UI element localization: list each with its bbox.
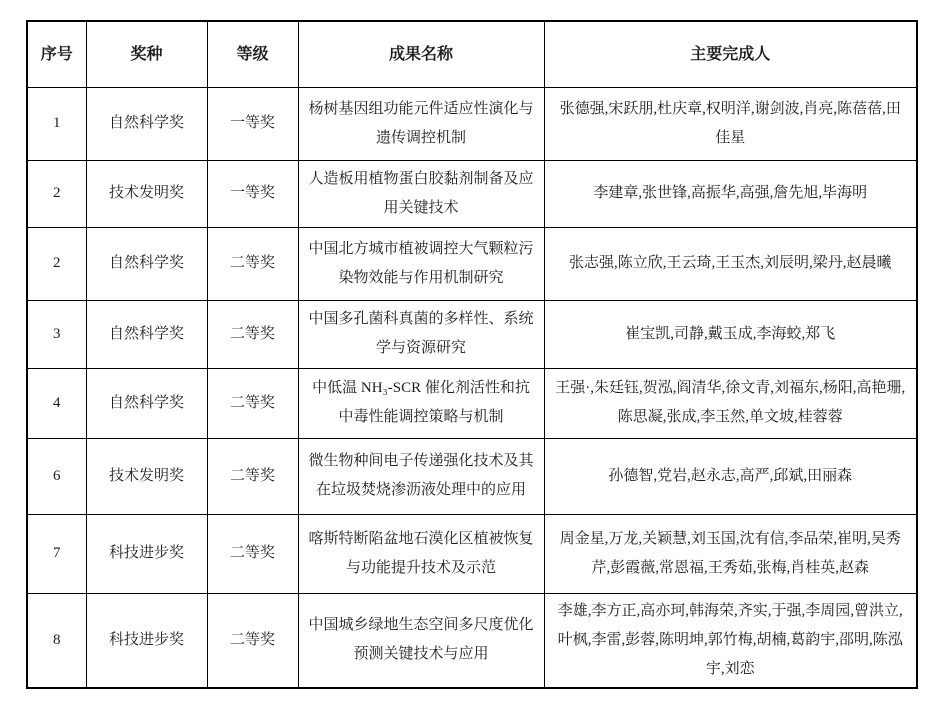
cell-achievement-name: 中国北方城市植被调控大气颗粒污染物效能与作用机制研究 [298, 227, 544, 300]
table-row [27, 438, 917, 514]
table-row [27, 368, 917, 438]
header-award-type: 奖种 [86, 21, 207, 87]
cell-award-type: 自然科学奖 [86, 227, 207, 300]
cell-level: 一等奖 [207, 87, 298, 160]
awards-table [26, 20, 918, 689]
cell-achievement-name: 微生物种间电子传递强化技术及其在垃圾焚烧渗沥液处理中的应用 [298, 438, 544, 514]
cell-seq: 8 [27, 593, 86, 688]
cell-main-contributors: 周金星,万龙,关颖慧,刘玉国,沈有信,李品荣,崔明,吴秀芹,彭霞薇,常恩福,王秀茹,张梅,肖桂英,赵森 [544, 514, 917, 593]
header-main-contributors: 主要完成人 [544, 21, 917, 87]
cell-seq: 7 [27, 514, 86, 593]
cell-achievement-name: 人造板用植物蛋白胶黏剂制备及应用关键技术 [298, 160, 544, 227]
cell-level: 二等奖 [207, 593, 298, 688]
table-row [27, 160, 917, 227]
cell-level: 一等奖 [207, 160, 298, 227]
cell-seq: 2 [27, 227, 86, 300]
header-seq: 序号 [27, 21, 86, 87]
cell-achievement-name: 杨树基因组功能元件适应性演化与遗传调控机制 [298, 87, 544, 160]
cell-main-contributors: 张志强,陈立欣,王云琦,王玉杰,刘辰明,梁丹,赵晨曦 [544, 227, 917, 300]
cell-main-contributors: 崔宝凯,司静,戴玉成,李海蛟,郑飞 [544, 300, 917, 368]
cell-main-contributors: 李雄,李方正,高亦珂,韩海荣,齐实,于强,李周园,曾洪立,叶枫,李雷,彭蓉,陈明坤,郭竹梅,胡楠,葛韵宇,邵明,陈泓宇,刘恋 [544, 593, 917, 688]
header-level: 等级 [207, 21, 298, 87]
cell-level: 二等奖 [207, 227, 298, 300]
awards-table-container [26, 20, 918, 689]
cell-seq: 6 [27, 438, 86, 514]
cell-level: 二等奖 [207, 514, 298, 593]
cell-seq: 4 [27, 368, 86, 438]
cell-seq: 2 [27, 160, 86, 227]
cell-level: 二等奖 [207, 438, 298, 514]
table-row [27, 593, 917, 688]
cell-award-type: 科技进步奖 [86, 514, 207, 593]
cell-achievement-name: 中国城乡绿地生态空间多尺度优化预测关键技术与应用 [298, 593, 544, 688]
cell-achievement-name: 喀斯特断陷盆地石漠化区植被恢复与功能提升技术及示范 [298, 514, 544, 593]
cell-main-contributors: 孙德智,党岩,赵永志,高严,邱斌,田丽森 [544, 438, 917, 514]
header-achievement-name: 成果名称 [298, 21, 544, 87]
cell-award-type: 科技进步奖 [86, 593, 207, 688]
cell-seq: 1 [27, 87, 86, 160]
cell-level: 二等奖 [207, 368, 298, 438]
table-row [27, 227, 917, 300]
cell-achievement-name: 中国多孔菌科真菌的多样性、系统学与资源研究 [298, 300, 544, 368]
cell-seq: 3 [27, 300, 86, 368]
header-row [27, 21, 917, 87]
cell-award-type: 自然科学奖 [86, 368, 207, 438]
cell-achievement-name: 中低温 NH₃-SCR 催化剂活性和抗中毒性能调控策略与机制 [298, 368, 544, 438]
cell-main-contributors: 张德强,宋跃朋,杜庆章,权明洋,谢剑波,肖亮,陈蓓蓓,田佳星 [544, 87, 917, 160]
table-row [27, 87, 917, 160]
cell-award-type: 自然科学奖 [86, 300, 207, 368]
cell-award-type: 自然科学奖 [86, 87, 207, 160]
cell-level: 二等奖 [207, 300, 298, 368]
cell-main-contributors: 李建章,张世锋,高振华,高强,詹先旭,毕海明 [544, 160, 917, 227]
cell-award-type: 技术发明奖 [86, 160, 207, 227]
cell-main-contributors: 王强·,朱廷钰,贺泓,阎清华,徐文青,刘福东,杨阳,高艳珊,陈思凝,张成,李玉然,单文坡,桂蓉蓉 [544, 368, 917, 438]
cell-award-type: 技术发明奖 [86, 438, 207, 514]
table-row [27, 514, 917, 593]
table-row [27, 300, 917, 368]
